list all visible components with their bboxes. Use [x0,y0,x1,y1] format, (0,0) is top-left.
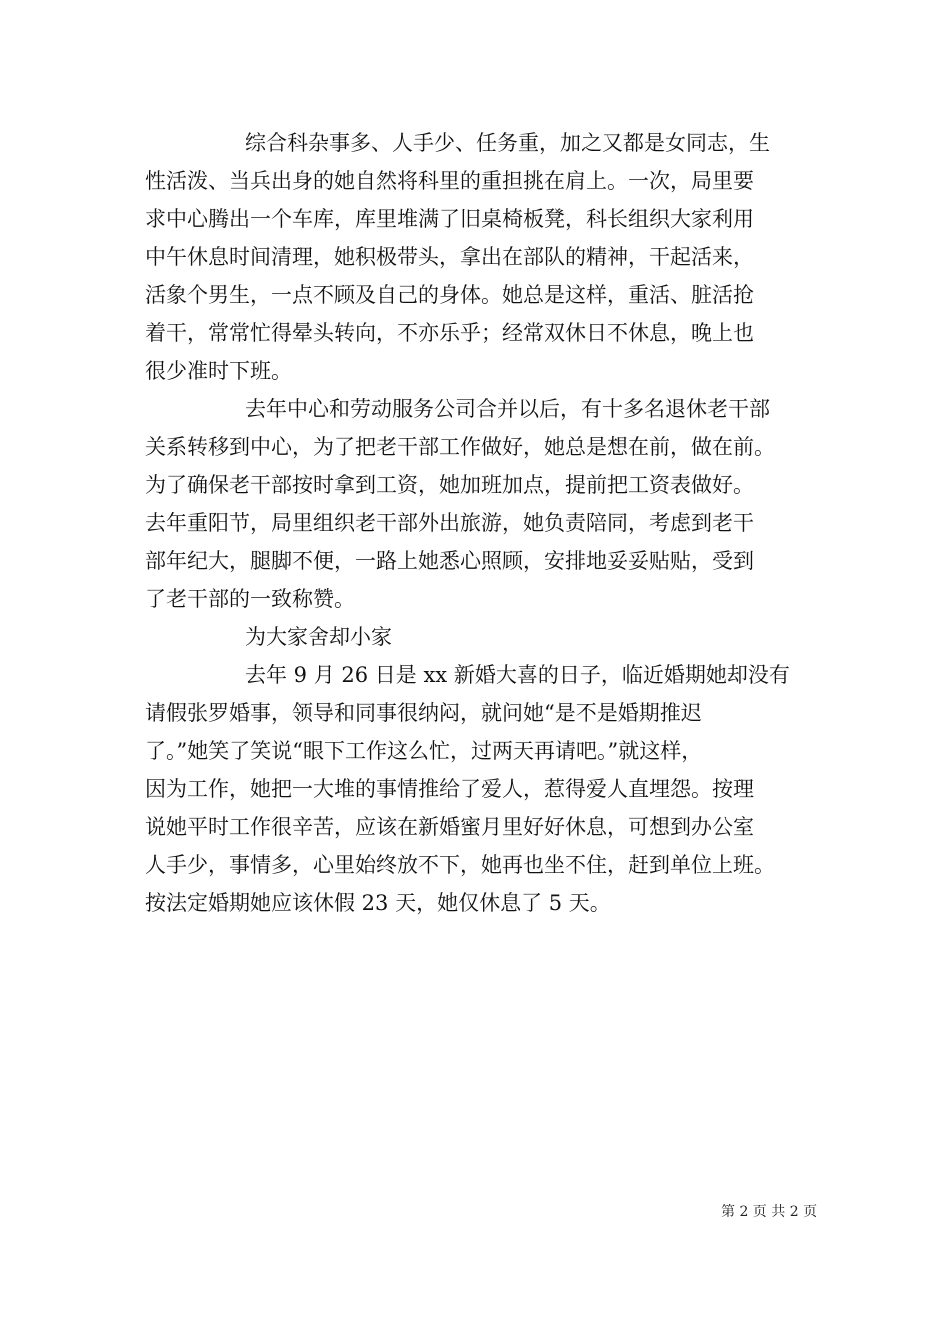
text-line: 性活泼、当兵出身的她自然将科里的重担挑在肩上。一次，局里要 [145,169,754,193]
text-line: 因为工作，她把一大堆的事情推给了爱人，惹得爱人直埋怨。按理 [145,777,754,801]
paragraph-3 [145,656,815,922]
text-line: 部年纪大，腿脚不便，一路上她悉心照顾，安排地妥妥贴贴，受到 [145,549,754,573]
text-line: 去年中心和劳动服务公司合并以后，有十多名退休老干部 [245,397,770,421]
text-line: 了老干部的一致称赞。 [145,587,355,611]
text-line: 综合科杂事多、人手少、任务重，加之又都是女同志，生 [245,131,770,155]
text-line: 关系转移到中心，为了把老干部工作做好，她总是想在前，做在前。 [145,435,775,459]
text-line: 为了确保老干部按时拿到工资，她加班加点，提前把工资表做好。 [145,473,754,497]
paragraph-1 [145,124,815,390]
text-line: 中午休息时间清理，她积极带头，拿出在部队的精神，干起活来， [145,245,754,269]
text-line: 说她平时工作很辛苦，应该在新婚蜜月里好好休息，可想到办公室 [145,815,754,839]
text-line: 活象个男生，一点不顾及自己的身体。她总是这样，重活、脏活抢 [145,283,754,307]
heading-text: 为大家舍却小家 [245,625,392,649]
text-line: 人手少，事情多，心里始终放不下，她再也坐不住，赶到单位上班。 [145,853,775,877]
text-line: 去年 9 月 26 日是 xx 新婚大喜的日子，临近婚期她却没有 [245,663,790,687]
page-number-footer: 第 2 页 共 2 页 [721,1204,818,1220]
text-line: 很少准时下班。 [145,359,292,383]
text-line: 求中心腾出一个车库，库里堆满了旧桌椅板凳，科长组织大家利用 [145,207,754,231]
text-line: 了。”她笑了笑说“眼下工作这么忙，过两天再请吧。”就这样， [145,739,703,763]
paragraph-2 [145,390,815,618]
text-line: 着干，常常忙得晕头转向，不亦乐乎；经常双休日不休息，晚上也 [145,321,754,345]
text-line: 去年重阳节，局里组织老干部外出旅游，她负责陪同，考虑到老干 [145,511,754,535]
text-line: 按法定婚期她应该休假 23 天，她仅休息了 5 天。 [145,891,611,915]
document-body [145,124,815,922]
section-heading [145,618,815,656]
text-line: 请假张罗婚事，领导和同事很纳闷，就问她“是不是婚期推迟 [145,701,702,725]
